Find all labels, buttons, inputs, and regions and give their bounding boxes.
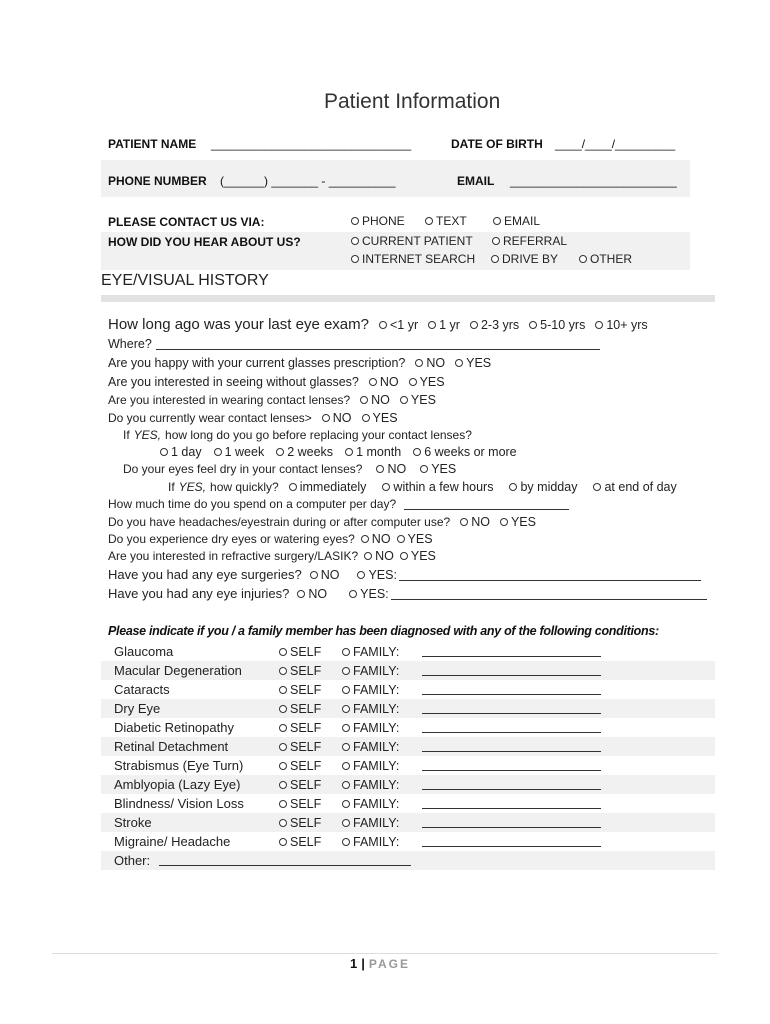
radio-icon xyxy=(214,448,222,456)
family-member-input[interactable] xyxy=(422,835,601,847)
yes-option[interactable]: YES xyxy=(397,532,433,546)
radio-icon xyxy=(428,321,436,329)
radio-icon xyxy=(379,321,387,329)
family-option[interactable]: FAMILY: xyxy=(342,645,399,659)
family-member-input[interactable] xyxy=(422,778,601,790)
page-footer xyxy=(350,956,410,971)
contact-option-text[interactable]: TEXT xyxy=(425,214,467,228)
question-dry-watering: Do you experience dry eyes or watering eyes? NO YES xyxy=(108,532,433,546)
radio-icon xyxy=(279,762,287,770)
radio-icon xyxy=(342,667,350,675)
radio-icon xyxy=(360,396,368,404)
hear-option-drive-by[interactable]: DRIVE BY xyxy=(491,252,558,266)
last-exam-option[interactable]: 2-3 yrs xyxy=(470,318,519,332)
condition-row xyxy=(101,737,715,756)
radio-icon xyxy=(409,378,417,386)
question-last-exam: How long ago was your last eye exam? <1 yr 1 yr 2-3 yrs 5-10 yrs 10+ yrs xyxy=(108,316,648,333)
other-label: Other: xyxy=(114,853,151,868)
radio-icon xyxy=(595,321,603,329)
self-option[interactable]: SELF xyxy=(279,759,321,773)
question-computer-time: How much time do you spend on a computer per day? xyxy=(108,497,569,511)
replace-option[interactable]: 1 week xyxy=(214,445,265,459)
self-option[interactable]: SELF xyxy=(279,664,321,678)
condition-name: Stroke xyxy=(114,815,152,830)
radio-icon xyxy=(279,743,287,751)
family-member-input[interactable] xyxy=(422,759,601,771)
radio-icon xyxy=(491,255,499,263)
email-field[interactable]: _________________________ xyxy=(510,174,677,188)
condition-name: Retinal Detachment xyxy=(114,739,229,754)
condition-name: Glaucoma xyxy=(114,644,174,659)
radio-icon xyxy=(369,378,377,386)
radio-icon xyxy=(579,255,587,263)
quickly-option[interactable]: at end of day xyxy=(593,480,676,494)
no-option[interactable]: NO xyxy=(360,393,390,407)
condition-name: Blindness/ Vision Loss xyxy=(114,796,244,811)
computer-time-input[interactable] xyxy=(404,498,569,510)
family-member-input[interactable] xyxy=(422,664,601,676)
radio-icon xyxy=(364,552,372,560)
radio-icon xyxy=(276,448,284,456)
dob-field[interactable]: ____/____/_________ xyxy=(555,137,676,151)
quickly-option[interactable]: by midday xyxy=(509,480,577,494)
no-option[interactable]: NO xyxy=(364,549,394,563)
no-option[interactable]: NO xyxy=(415,356,445,370)
question-headaches: Do you have headaches/eyestrain during or after computer use? NO YES xyxy=(108,515,536,529)
condition-name: Amblyopia (Lazy Eye) xyxy=(114,777,241,792)
hear-label: HOW DID YOU HEAR ABOUT US? xyxy=(108,235,301,249)
section-divider xyxy=(101,295,715,302)
no-option[interactable]: NO xyxy=(376,462,406,476)
contact-option-phone[interactable]: PHONE xyxy=(351,214,405,228)
radio-icon xyxy=(297,590,305,598)
question-contacts-interest: Are you interested in wearing contact lenses? NO YES xyxy=(108,393,436,407)
patient-name-field[interactable]: ______________________________ xyxy=(211,137,412,151)
radio-icon xyxy=(342,800,350,808)
page-separator: | xyxy=(361,956,365,971)
condition-name: Macular Degeneration xyxy=(114,663,242,678)
family-option[interactable]: FAMILY: xyxy=(342,721,399,735)
radio-icon xyxy=(376,465,384,473)
page-word: PAGE xyxy=(368,956,410,971)
email-label: EMAIL xyxy=(457,174,495,188)
question-where: Where? xyxy=(108,337,600,351)
radio-icon xyxy=(279,838,287,846)
family-option[interactable]: FAMILY: xyxy=(342,816,399,830)
patient-name-label: PATIENT NAME xyxy=(108,137,197,151)
yes-option[interactable]: YES xyxy=(409,375,445,389)
radio-icon xyxy=(357,571,365,579)
hear-option-referral[interactable]: REFERRAL xyxy=(492,234,567,248)
last-exam-option[interactable]: 5-10 yrs xyxy=(529,318,585,332)
radio-icon xyxy=(342,724,350,732)
self-option[interactable]: SELF xyxy=(279,683,321,697)
radio-icon xyxy=(342,819,350,827)
family-member-input[interactable] xyxy=(422,721,601,733)
radio-icon xyxy=(279,724,287,732)
radio-icon xyxy=(400,396,408,404)
yes-option[interactable]: YES xyxy=(420,462,456,476)
radio-icon xyxy=(529,321,537,329)
family-member-input[interactable] xyxy=(422,702,601,714)
radio-icon xyxy=(455,359,463,367)
radio-icon xyxy=(342,838,350,846)
condition-name: Cataracts xyxy=(114,682,170,697)
footer-divider xyxy=(52,953,718,954)
family-option[interactable]: FAMILY: xyxy=(342,740,399,754)
family-option[interactable]: FAMILY: xyxy=(342,835,399,849)
yes-option[interactable]: YES xyxy=(500,515,536,529)
radio-icon xyxy=(342,781,350,789)
radio-icon xyxy=(342,686,350,694)
dob-label: DATE OF BIRTH xyxy=(451,137,543,151)
replace-option[interactable]: 6 weeks or more xyxy=(413,445,516,459)
family-member-input[interactable] xyxy=(422,797,601,809)
family-option[interactable]: FAMILY: xyxy=(342,664,399,678)
radio-icon xyxy=(279,667,287,675)
radio-icon xyxy=(509,483,517,491)
condition-row xyxy=(101,718,715,737)
self-option[interactable]: SELF xyxy=(279,797,321,811)
radio-icon xyxy=(342,762,350,770)
other-condition-input[interactable] xyxy=(159,854,411,866)
radio-icon xyxy=(400,552,408,560)
hear-option-other[interactable]: OTHER xyxy=(579,252,632,266)
radio-icon xyxy=(351,255,359,263)
section-title: EYE/VISUAL HISTORY xyxy=(101,272,269,289)
self-option[interactable]: SELF xyxy=(279,740,321,754)
page-number: 1 xyxy=(350,956,358,971)
question-without-glasses: Are you interested in seeing without glasses? NO YES xyxy=(108,375,445,389)
quickly-option[interactable]: within a few hours xyxy=(382,480,493,494)
radio-icon xyxy=(415,359,423,367)
radio-icon xyxy=(310,571,318,579)
radio-icon xyxy=(361,535,369,543)
radio-icon xyxy=(382,483,390,491)
no-option[interactable]: NO xyxy=(310,568,340,582)
self-option[interactable]: SELF xyxy=(279,778,321,792)
radio-icon xyxy=(342,705,350,713)
family-member-input[interactable] xyxy=(422,740,601,752)
condition-name: Diabetic Retinopathy xyxy=(114,720,234,735)
contact-option-email[interactable]: EMAIL xyxy=(493,214,540,228)
replace-option[interactable]: 1 month xyxy=(345,445,401,459)
no-option[interactable]: NO xyxy=(322,411,352,425)
radio-icon xyxy=(420,465,428,473)
condition-row xyxy=(101,775,715,794)
condition-row xyxy=(101,680,715,699)
radio-icon xyxy=(279,705,287,713)
yes-option[interactable]: YES xyxy=(400,549,436,563)
page-title: Patient Information xyxy=(324,90,501,113)
question-how-quickly: If YES, how quickly? immediately within a few hours by midday at end of day xyxy=(168,480,677,494)
radio-icon xyxy=(345,448,353,456)
radio-icon xyxy=(460,518,468,526)
injuries-input[interactable] xyxy=(391,588,707,600)
radio-icon xyxy=(160,448,168,456)
conditions-heading: Please indicate if you / a family member has been diagnosed with any of the following conditions: xyxy=(108,624,659,638)
self-option[interactable]: SELF xyxy=(279,702,321,716)
yes-option[interactable]: YES xyxy=(362,411,398,425)
radio-icon xyxy=(413,448,421,456)
condition-row xyxy=(101,756,715,775)
quickly-option[interactable]: immediately xyxy=(289,480,367,494)
family-option[interactable]: FAMILY: xyxy=(342,702,399,716)
yes-option[interactable]: YES xyxy=(455,356,491,370)
self-option[interactable]: SELF xyxy=(279,645,321,659)
condition-name: Migraine/ Headache xyxy=(114,834,231,849)
where-input[interactable] xyxy=(156,338,600,350)
radio-icon xyxy=(351,237,359,245)
family-member-input[interactable] xyxy=(422,683,601,695)
family-member-input[interactable] xyxy=(422,816,601,828)
radio-icon xyxy=(397,535,405,543)
condition-other-row xyxy=(101,851,715,870)
hear-option-current-patient[interactable]: CURRENT PATIENT xyxy=(351,234,473,248)
radio-icon xyxy=(322,414,330,422)
condition-row xyxy=(101,813,715,832)
condition-row xyxy=(101,832,715,851)
last-exam-option[interactable]: <1 yr xyxy=(379,318,418,332)
family-option[interactable]: FAMILY: xyxy=(342,778,399,792)
radio-icon xyxy=(342,743,350,751)
no-option[interactable]: NO xyxy=(361,532,391,546)
family-option[interactable]: FAMILY: xyxy=(342,797,399,811)
no-option[interactable]: NO xyxy=(460,515,490,529)
radio-icon xyxy=(342,648,350,656)
question-currently-wear: Do you currently wear contact lenses> NO YES xyxy=(108,411,398,425)
phone-label: PHONE NUMBER xyxy=(108,174,207,188)
question-lasik: Are you interested in refractive surgery/LASIK? NO YES xyxy=(108,549,436,563)
family-member-input[interactable] xyxy=(422,645,601,657)
family-option[interactable]: FAMILY: xyxy=(342,759,399,773)
question-dry-contacts: Do your eyes feel dry in your contact lenses? NO YES xyxy=(123,462,457,476)
radio-icon xyxy=(470,321,478,329)
last-exam-option[interactable]: 1 yr xyxy=(428,318,460,332)
question-injuries: Have you had any eye injuries? NO YES: xyxy=(108,586,707,601)
radio-icon xyxy=(492,237,500,245)
phone-field[interactable]: (______) _______ - __________ xyxy=(220,174,396,188)
question-happy-glasses: Are you happy with your current glasses prescription? NO YES xyxy=(108,356,492,370)
condition-row xyxy=(101,699,715,718)
radio-icon xyxy=(500,518,508,526)
radio-icon xyxy=(425,217,433,225)
question-replace-lenses: If YES, how long do you go before replacing your contact lenses? xyxy=(123,428,472,442)
radio-icon xyxy=(279,648,287,656)
radio-icon xyxy=(362,414,370,422)
surgeries-input[interactable] xyxy=(399,569,701,581)
question-surgeries: Have you had any eye surgeries? NO YES: xyxy=(108,567,701,582)
yes-option[interactable]: YES: xyxy=(357,568,397,582)
yes-option[interactable]: YES xyxy=(400,393,436,407)
yes-option[interactable]: YES: xyxy=(349,587,389,601)
no-option[interactable]: NO xyxy=(297,587,327,601)
self-option[interactable]: SELF xyxy=(279,816,321,830)
hear-option-internet-search[interactable]: INTERNET SEARCH xyxy=(351,252,475,266)
condition-row xyxy=(101,794,715,813)
radio-icon xyxy=(349,590,357,598)
radio-icon xyxy=(279,686,287,694)
replace-options xyxy=(160,445,517,459)
replace-option[interactable]: 2 weeks xyxy=(276,445,333,459)
family-option[interactable]: FAMILY: xyxy=(342,683,399,697)
replace-option[interactable]: 1 day xyxy=(160,445,202,459)
contact-via-label: PLEASE CONTACT US VIA: xyxy=(108,215,265,229)
condition-name: Strabismus (Eye Turn) xyxy=(114,758,244,773)
radio-icon xyxy=(593,483,601,491)
radio-icon xyxy=(279,800,287,808)
self-option[interactable]: SELF xyxy=(279,835,321,849)
radio-icon xyxy=(493,217,501,225)
self-option[interactable]: SELF xyxy=(279,721,321,735)
radio-icon xyxy=(351,217,359,225)
no-option[interactable]: NO xyxy=(369,375,399,389)
condition-row xyxy=(101,642,715,661)
condition-name: Dry Eye xyxy=(114,701,161,716)
radio-icon xyxy=(289,483,297,491)
radio-icon xyxy=(279,819,287,827)
condition-row xyxy=(101,661,715,680)
last-exam-option[interactable]: 10+ yrs xyxy=(595,318,647,332)
radio-icon xyxy=(279,781,287,789)
